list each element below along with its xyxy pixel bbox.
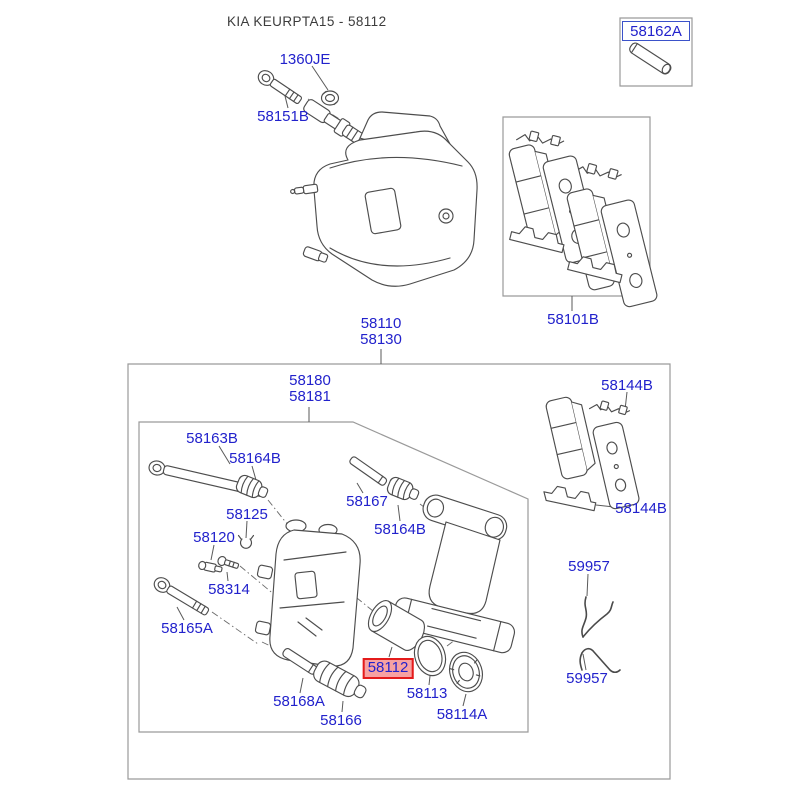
part-label-58164B-2[interactable]: 58164B bbox=[374, 521, 426, 538]
page-title: KIA KEURPTA15 - 58112 bbox=[227, 14, 387, 29]
dust-boot-58114A-icon bbox=[445, 648, 488, 696]
part-label-58162A[interactable]: 58162A bbox=[622, 21, 690, 41]
mounting-bolt-58151B-icon bbox=[255, 68, 303, 107]
pads-58144B-icon bbox=[542, 394, 640, 510]
caliper-housing-icon bbox=[255, 520, 360, 666]
part-label-58168A[interactable]: 58168A bbox=[273, 693, 325, 710]
part-label-58120[interactable]: 58120 bbox=[193, 529, 235, 546]
pin-boot-58164B-icon bbox=[386, 476, 421, 504]
part-label-58125[interactable]: 58125 bbox=[226, 506, 268, 523]
part-label-58165A[interactable]: 58165A bbox=[161, 620, 213, 637]
part-label-58180[interactable]: 58180 bbox=[289, 372, 331, 389]
part-label-58164B[interactable]: 58164B bbox=[229, 450, 281, 467]
pad-spring-clip-icon bbox=[590, 397, 631, 419]
part-label-58144B[interactable]: 58144B bbox=[601, 377, 653, 394]
guide-pin-58167-icon bbox=[349, 456, 388, 487]
part-label-58112-highlighted[interactable]: 58112 bbox=[363, 658, 414, 679]
brake-pad-icon bbox=[545, 394, 597, 480]
pad-abutment-clip-icon bbox=[542, 484, 597, 511]
part-label-58101B[interactable]: 58101B bbox=[547, 311, 599, 328]
part-label-58163B[interactable]: 58163B bbox=[186, 430, 238, 447]
caliper-assembly-icon bbox=[290, 97, 477, 286]
part-label-58110[interactable]: 58110 bbox=[360, 315, 402, 332]
wear-sensor-wire-icon bbox=[582, 597, 613, 637]
brake-pad-icon bbox=[592, 421, 640, 510]
part-label-1360JE[interactable]: 1360JE bbox=[279, 51, 331, 68]
part-label-58314[interactable]: 58314 bbox=[208, 581, 250, 598]
part-label-58130[interactable]: 58130 bbox=[360, 331, 402, 348]
part-label-58181[interactable]: 58181 bbox=[289, 388, 331, 405]
washer-pin-58162A-icon bbox=[628, 41, 673, 75]
part-label-59957-2[interactable]: 59957 bbox=[566, 670, 608, 687]
flange-nut-1360JE-icon bbox=[322, 91, 339, 105]
part-label-59957[interactable]: 59957 bbox=[568, 558, 610, 575]
part-label-58151B[interactable]: 58151B bbox=[257, 108, 309, 125]
bolt-58165A-icon bbox=[152, 575, 211, 618]
part-label-58166[interactable]: 58166 bbox=[320, 712, 362, 729]
pin-boot-58164B-icon bbox=[235, 474, 270, 502]
pad-kit-58101B-icon bbox=[508, 127, 658, 308]
part-label-58114A[interactable]: 58114A bbox=[436, 706, 488, 723]
part-label-58144B-2[interactable]: 58144B bbox=[615, 500, 667, 517]
part-label-58113[interactable]: 58113 bbox=[406, 685, 448, 702]
part-label-58167[interactable]: 58167 bbox=[346, 493, 388, 510]
